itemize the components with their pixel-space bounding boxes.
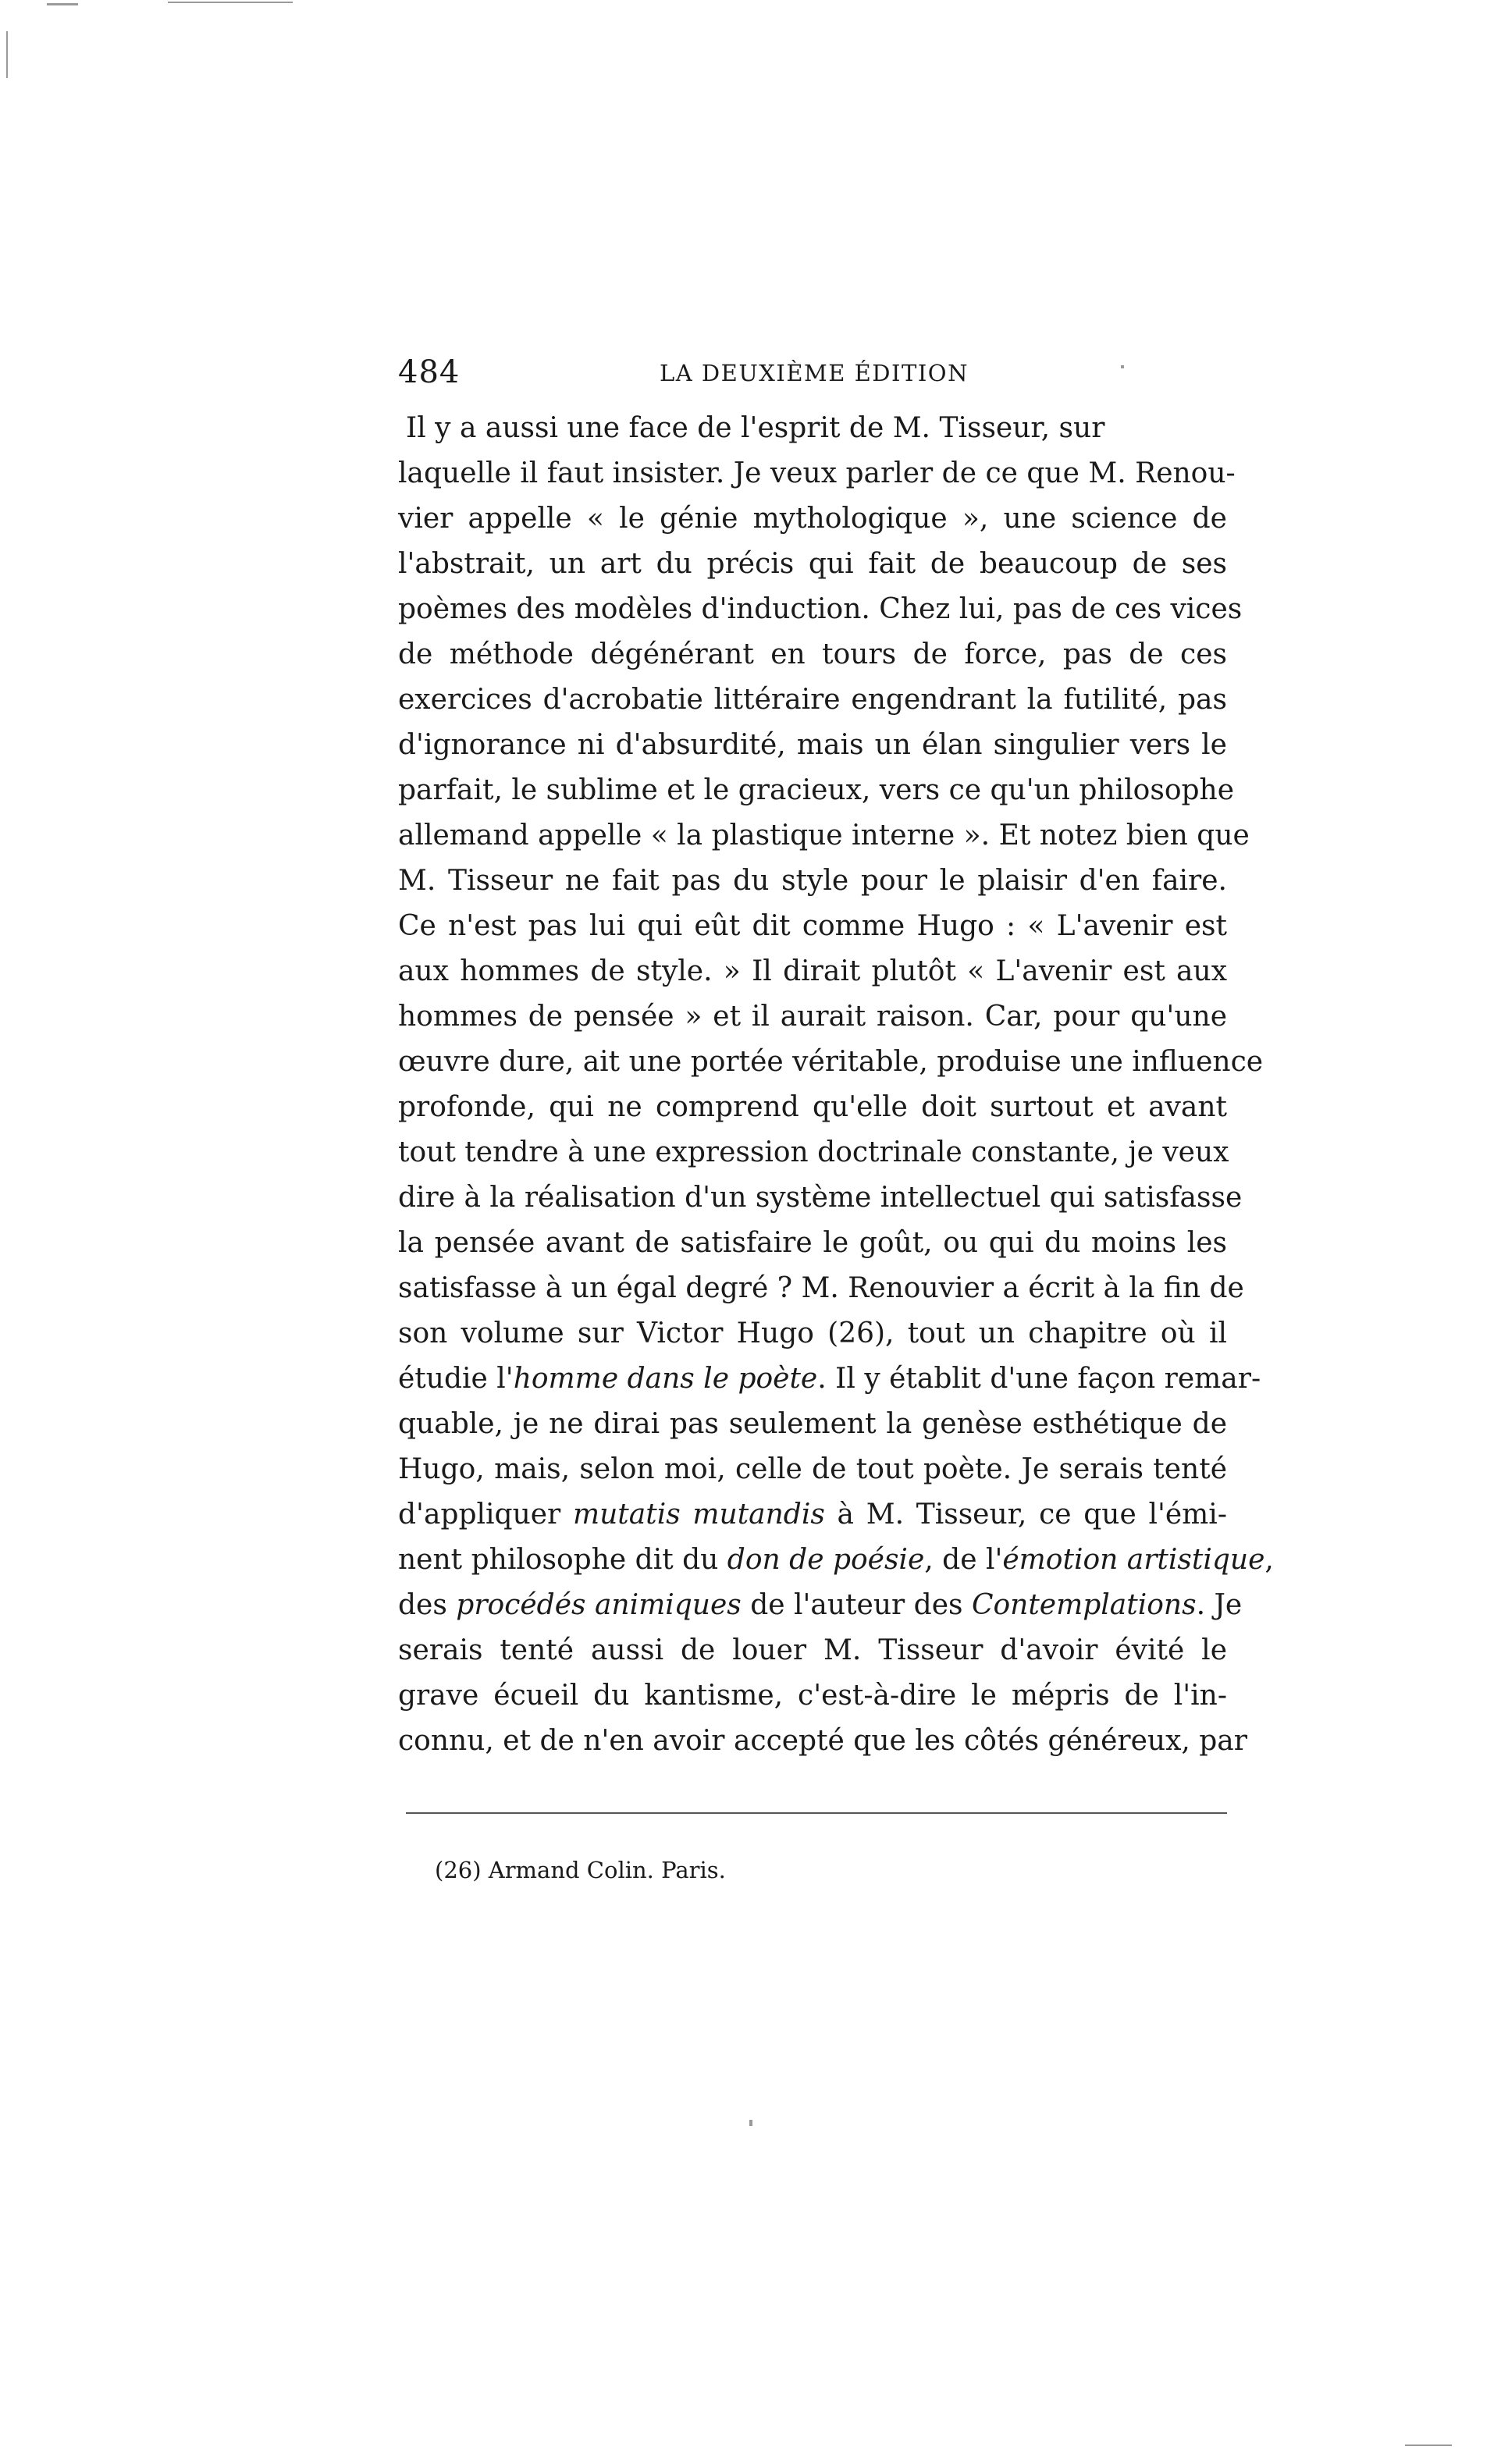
text-line: étudie l'homme dans le poète. Il y établit d'une façon remar- (398, 1363, 1261, 1395)
text-line: M. Tisseur ne fait pas du style pour le plaisir d'en faire. (398, 865, 1227, 897)
text-line: satisfasse à un égal degré ? M. Renouvier a écrit à la fin de (398, 1272, 1244, 1304)
text-line: grave écueil du kantisme, c'est-à-dire le mépris de l'in- (398, 1680, 1227, 1712)
scan-speck (1405, 2444, 1452, 2446)
scan-speck (1121, 365, 1124, 368)
body-paragraph (398, 406, 1274, 1764)
text-line: profonde, qui ne comprend qu'elle doit surtout et avant (398, 1091, 1227, 1123)
text-line: la pensée avant de satisfaire le goût, ou qui du moins les (398, 1227, 1227, 1259)
running-head (398, 353, 1227, 392)
text-line: vier appelle « le génie mythologique », une science de (398, 503, 1227, 535)
text-line: quable, je ne dirai pas seulement la genèse esthétique de (398, 1408, 1227, 1440)
footnote: (26) Armand Colin. Paris. (435, 1857, 726, 1883)
footnote-rule (406, 1812, 1227, 1814)
text-line: d'ignorance ni d'absurdité, mais un élan singulier vers le (398, 729, 1227, 761)
running-title: LA DEUXIÈME ÉDITION (660, 360, 969, 386)
text-line: exercices d'acrobatie littéraire engendrant la futilité, pas (398, 684, 1227, 716)
text-line: des procédés animiques de l'auteur des Contemplations. Je (398, 1589, 1243, 1621)
text-line: hommes de pensée » et il aurait raison. Car, pour qu'une (398, 1001, 1227, 1033)
page-number: 484 (398, 354, 461, 390)
text-line: allemand appelle « la plastique interne ». Et notez bien que (398, 820, 1250, 852)
text-line: Hugo, mais, selon moi, celle de tout poète. Je serais tenté (398, 1453, 1227, 1485)
text-line: de méthode dégénérant en tours de force, pas de ces (398, 638, 1227, 670)
text-line: l'abstrait, un art du précis qui fait de beaucoup de ses (398, 548, 1227, 580)
scan-speck (749, 2120, 752, 2126)
text-line: laquelle il faut insister. Je veux parler de ce que M. Renou- (398, 457, 1236, 489)
text-line: poèmes des modèles d'induction. Chez lui, pas de ces vices (398, 593, 1243, 625)
scan-speck (6, 31, 8, 78)
text-line: son volume sur Victor Hugo (26), tout un chapitre où il (398, 1317, 1227, 1349)
text-line: Il y a aussi une face de l'esprit de M. Tisseur, sur (406, 412, 1105, 444)
text-line: tout tendre à une expression doctrinale constante, je veux (398, 1136, 1229, 1168)
text-line: d'appliquer mutatis mutandis à M. Tisseur, ce que l'émi- (398, 1499, 1227, 1531)
text-line: dire à la réalisation d'un système intellectuel qui satisfasse (398, 1182, 1243, 1214)
scan-speck (47, 3, 78, 5)
text-line: Ce n'est pas lui qui eût dit comme Hugo : « L'avenir est (398, 910, 1227, 942)
scan-speck (168, 2, 293, 3)
text-line: nent philosophe dit du don de poésie, de l'émotion artistique, (398, 1544, 1274, 1576)
text-line: parfait, le sublime et le gracieux, vers ce qu'un philosophe (398, 774, 1235, 806)
text-line: aux hommes de style. » Il dirait plutôt « L'avenir est aux (398, 955, 1227, 987)
text-line: œuvre dure, ait une portée véritable, produise une influence (398, 1046, 1264, 1078)
text-line: serais tenté aussi de louer M. Tisseur d'avoir évité le (398, 1634, 1227, 1666)
text-line: connu, et de n'en avoir accepté que les côtés généreux, par (398, 1725, 1247, 1757)
